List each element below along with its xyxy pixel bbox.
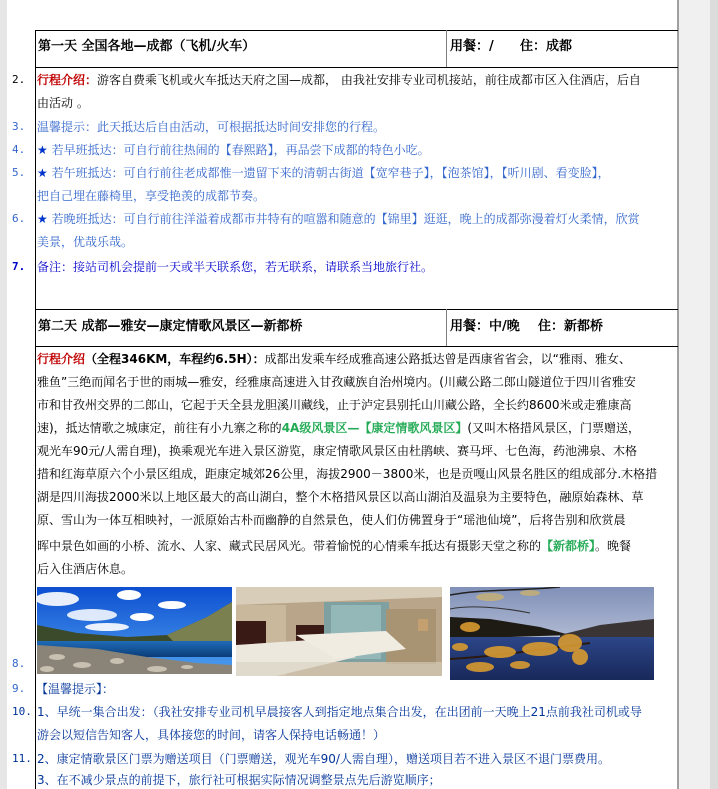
tips-heading: 【温馨提示】： <box>36 682 115 696</box>
line-number: 2. <box>12 73 26 86</box>
day2-header-divider <box>446 309 447 346</box>
day1-header-divider <box>446 30 447 67</box>
table-border-left <box>35 30 36 789</box>
star-icon: ★ <box>37 166 48 180</box>
star-icon: ★ <box>37 143 48 157</box>
day1-stay: 住：成都 <box>520 39 573 54</box>
day2-header-bottom <box>35 346 678 347</box>
tip-2: 2、康定情歌景区门票为赠送项目（门票赠送，观光车90/人需自理），赠送项目若不进入景区不退门票费用。 <box>37 752 610 766</box>
day1-noon-arrival-2: 把自己埋在藤椅里，享受艳羡的成都节奏。 <box>37 189 266 203</box>
scrollbar[interactable] <box>710 0 718 789</box>
day2-intro-line-7: 湖是四川海拔2000米以上地区最大的高山湖白，整个木格措风景区以高山湖泊及温泉为主要特色，融原始森林、草 <box>37 490 644 504</box>
day2-stay: 住：新都桥 <box>538 319 604 334</box>
line-number: 11. <box>12 752 32 765</box>
noon-arrival-text: 若午班抵达：可自行前往老成都惟一遗留下来的清朝古街道【宽窄巷子】，【泡茶馆】，【听川剧、看变脸】， <box>47 166 610 180</box>
xinduqiao-highlight: 【新都桥】 <box>541 539 596 553</box>
day2-intro-line-3: 市和甘孜州交界的二郎山，它起于天全县龙胆溪川藏线，止于泸定县别托山川藏公路，全长约8600米或走雅康高 <box>37 398 632 412</box>
itinerary-label: 行程介绍： <box>37 73 98 87</box>
intro-text: (又叫木格措风景区，门票赠送， <box>467 421 641 435</box>
day2-title: 第二天 成都—雅安—康定情歌风景区—新都桥 <box>38 319 303 334</box>
table-border-top <box>35 30 678 31</box>
day2-intro-line-10: 后入住酒店休息。 <box>37 562 134 576</box>
line-number: 5. <box>12 166 26 179</box>
intro-text: 晖中景色如画的小桥、流水、人家、藏式民居风光。带着愉悦的心情乘车抵达有摄影天堂之称的 <box>37 539 542 553</box>
day2-intro-line-9 <box>37 538 631 554</box>
photo-lake-with-branches <box>450 587 654 680</box>
page-edge <box>677 0 679 789</box>
photo-hotel-room <box>236 587 442 676</box>
line-number: 8. <box>12 657 26 670</box>
day1-tip: 温馨提示：此天抵达后自由活动，可根据抵达时间安排您的行程。 <box>37 120 386 134</box>
photo-mountain-lake <box>37 587 232 674</box>
left-margin <box>0 0 7 789</box>
itinerary-text: 游客自费乘飞机或火车抵达天府之国—成都， 由我社安排专业司机接站，前往成都市区入住酒店，后自 <box>97 73 641 87</box>
line-number: 10. <box>12 705 32 718</box>
day2-meal: 用餐：中/晚 <box>450 319 520 334</box>
day1-noon-arrival <box>37 165 610 181</box>
early-arrival-text: 若早班抵达：可自行前往热闹的【春熙路】，再品尝下成都的特色小吃。 <box>47 143 430 157</box>
line-number: 9. <box>12 682 26 695</box>
day1-title: 第一天 全国各地—成都（飞机/火车） <box>38 39 256 54</box>
route-stats: （全程346KM，车程约6.5H）： <box>85 352 265 366</box>
line-number: 4. <box>12 143 26 156</box>
day1-evening-arrival-2: 美景，优哉乐哉。 <box>37 235 134 249</box>
line-number: 3. <box>12 120 26 133</box>
day1-itinerary-line-2: 由活动 。 <box>37 96 89 110</box>
evening-arrival-text: 若晚班抵达：可自行前往洋溢着成都市井特有的喧嚣和随意的【锦里】逛逛，晚上的成都弥漫着灯火柔情，欣赏 <box>47 212 640 226</box>
tip-1-cont: 游会以短信告知客人，具体接您的时间，请客人保持电话畅通！） <box>37 728 386 742</box>
day2-intro-line-8: 原、雪山为一体互相映衬，一派原始古朴而幽静的自然景色，使人们仿佛置身于“瑶池仙境”，后将告别和欣赏晨 <box>37 513 626 527</box>
day1-early-arrival <box>37 142 430 158</box>
day1-evening-arrival <box>37 211 640 227</box>
itinerary-label: 行程介绍 <box>37 352 86 366</box>
day2-intro-line-5: 观光车90元/人需自理)，换乘观光车进入景区游览，康定情歌风景区由杜鹃峡、赛马坪、七色海，药池沸泉、木格 <box>37 444 637 458</box>
line-number: 6. <box>12 212 26 225</box>
day2-intro-line-6: 措和红海草原六个小景区组成，距康定城郊26公里，海拔2900－3800米，也是贡嘎山风景名胜区的组成部分.木格措 <box>37 467 658 481</box>
intro-text: 速)，抵达情歌之城康定，前往有小九寨之称的 <box>37 421 282 435</box>
day1-itinerary-line <box>37 72 641 88</box>
day1-header-bottom <box>35 67 678 68</box>
intro-text: 。晚餐 <box>595 539 632 553</box>
day2-intro-line-4 <box>37 420 640 436</box>
day2-header-top <box>35 309 678 310</box>
day2-intro-line-1 <box>37 351 631 367</box>
tip-1: 1、早统一集合出发：（我社安排专业司机早晨接客人到指定地点集合出发，在出团前一天晚上21点前我社司机或导 <box>37 705 642 719</box>
day1-meal: 用餐：/ <box>450 39 494 54</box>
kangding-scenic-area-highlight: 4A级风景区—【康定情歌风景区】 <box>281 421 468 435</box>
star-icon: ★ <box>37 212 48 226</box>
day2-intro-line-2: 雅鱼”三绝而闻名于世的雨城—雅安，经雅康高速进入甘孜藏族自治州境内。(川藏公路二郎山隧道位于四川省雅安 <box>37 375 636 389</box>
day1-note: 备注：接站司机会提前一天或半天联系您，若无联系，请联系当地旅行社。 <box>37 260 434 274</box>
line-number: 7. <box>12 260 26 273</box>
tip-3: 3、在不减少景点的前提下，旅行社可根据实际情况调整景点先后游览顺序； <box>37 773 441 787</box>
intro-text: 成都出发乘车经成雅高速公路抵达曾是西康省省会，以“雅雨、雅女、 <box>264 352 631 366</box>
